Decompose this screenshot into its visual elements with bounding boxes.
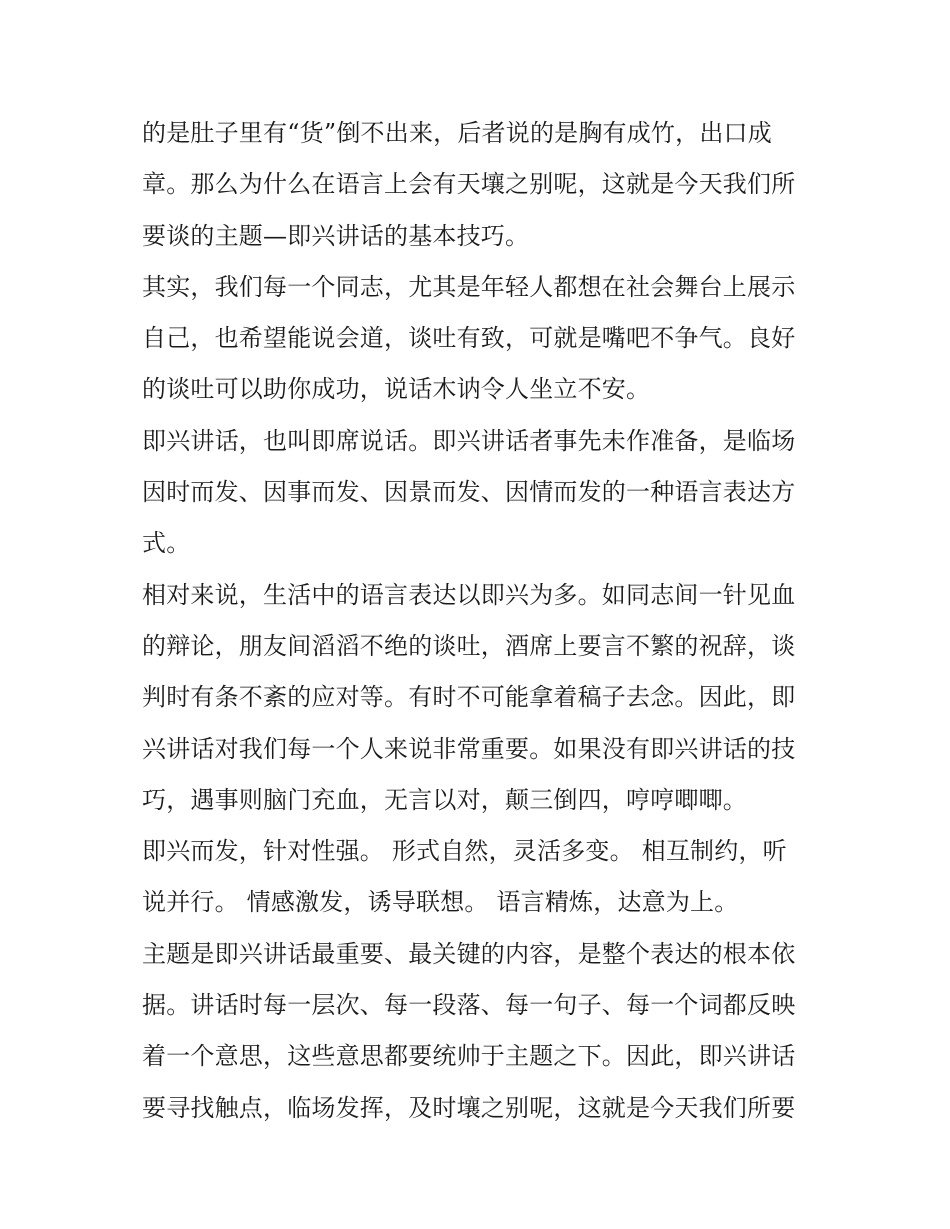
text-line: 因时而发、因事而发、因景而发、因情而发的一种语言表达方 (142, 478, 796, 507)
text-line: 的辩论，朋友间滔滔不绝的谈吐，酒席上要言不繁的祝辞，谈 (142, 631, 796, 660)
text-line: 主题是即兴讲话最重要、最关键的内容，是整个表达的根本依 (142, 939, 796, 968)
text-line: 据。讲话时每一层次、每一段落、每一句子、每一个词都反映 (142, 991, 796, 1020)
text-line: 其实，我们每一个同志，尤其是年轻人都想在社会舞台上展示 (142, 272, 796, 301)
text-line: 着一个意思，这些意思都要统帅于主题之下。因此，即兴讲话 (142, 1042, 796, 1071)
text-line: 说并行。 情感激发，诱导联想。 语言精炼，达意为上。 (142, 888, 739, 917)
text-line: 式。 (142, 529, 191, 558)
text-line: 章。那么为什么在语言上会有天壤之别呢，这就是今天我们所 (142, 170, 796, 199)
text-line: 相对来说，生活中的语言表达以即兴为多。如同志间一针见血 (142, 580, 796, 609)
text-line: 即兴而发，针对性强。 形式自然，灵活多变。 相互制约，听 (142, 837, 787, 866)
text-line: 兴讲话对我们每一个人来说非常重要。如果没有即兴讲话的技 (142, 734, 796, 763)
text-line: 判时有条不紊的应对等。有时不可能拿着稿子去念。因此，即 (142, 683, 796, 712)
text-line: 自己，也希望能说会道，谈吐有致，可就是嘴吧不争气。良好 (142, 324, 796, 353)
text-line: 即兴讲话，也叫即席说话。即兴讲话者事先未作准备，是临场 (142, 426, 796, 455)
text-line: 的是肚子里有“货”倒不出来，后者说的是胸有成竹，出口成 (142, 119, 772, 147)
text-line: 要寻找触点，临场发挥，及时壤之别呢，这就是今天我们所要 (142, 1093, 796, 1122)
body-text (142, 108, 814, 1134)
text-line: 巧，遇事则脑门充血，无言以对，颠三倒四，哼哼唧唧。 (142, 785, 747, 814)
text-line: 要谈的主题—即兴讲话的基本技巧。 (142, 221, 530, 250)
text-line: 的谈吐可以助你成功，说话木讷令人坐立不安。 (142, 375, 651, 404)
